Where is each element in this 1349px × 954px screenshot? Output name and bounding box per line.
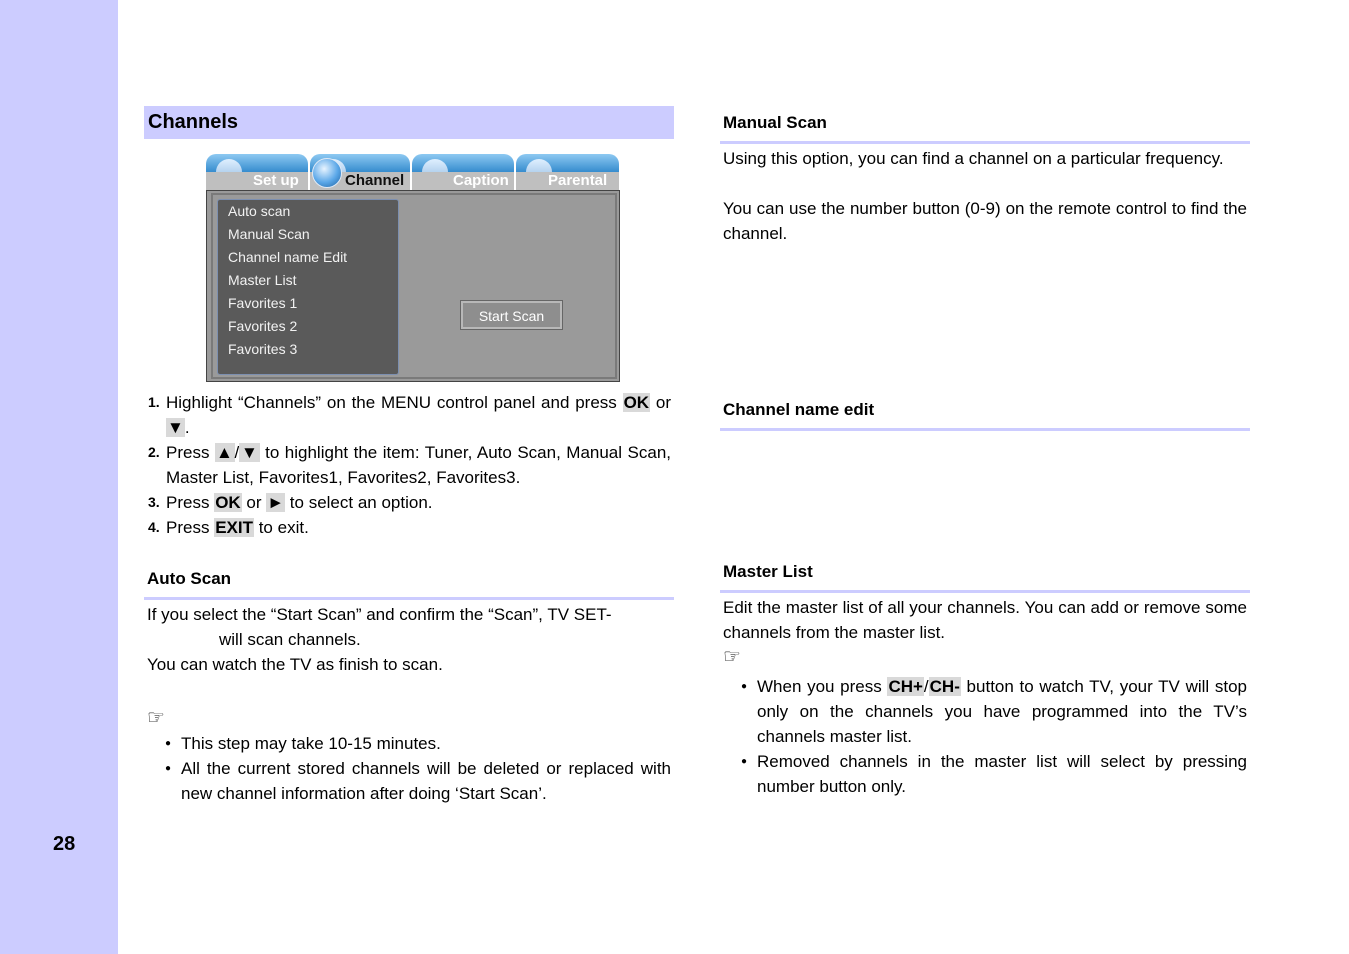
auto-scan-line: You can watch the TV as finish to scan. — [147, 655, 443, 674]
start-scan-button[interactable]: Start Scan — [461, 301, 562, 329]
channel-name-edit-section — [720, 398, 1250, 431]
page-number: 28 — [53, 833, 76, 855]
tab-caption-label: Caption — [453, 172, 509, 189]
manual-scan-p1: Using this option, you can find a channel on a particular frequency. — [723, 149, 1224, 168]
step-text: Press EXIT to exit. — [166, 518, 309, 537]
list-item: ● This step may take 10-15 minutes. — [144, 731, 671, 756]
master-list-p1: Edit the master list of all your channels. You can add or remove some channels from the master list. — [723, 598, 1247, 642]
step-number: 2. — [148, 444, 160, 460]
list-item: ● When you press CH+/CH- button to watch TV, your TV will stop only on the channels you have programmed into the TV’s channels master list. — [720, 674, 1247, 749]
step-item — [148, 515, 671, 540]
step-item — [148, 490, 671, 515]
note-hand-icon: ☞ — [723, 646, 741, 668]
step-item — [148, 390, 671, 440]
tab-parental-label: Parental — [548, 172, 608, 189]
ok-key: OK — [623, 393, 650, 412]
master-list-section — [720, 560, 1250, 799]
down-key: ▼ — [240, 443, 259, 462]
ch-minus-key: CH- — [929, 677, 960, 696]
note-hand-icon: ☞ — [147, 707, 165, 729]
ok-key: OK — [215, 493, 241, 512]
auto-scan-body — [144, 600, 674, 731]
tab-setup-label: Set up — [253, 172, 299, 189]
channel-name-edit-title: Channel name edit — [723, 400, 875, 419]
auto-scan-notes — [144, 731, 671, 806]
step-number: 3. — [148, 494, 160, 510]
left-column — [144, 106, 674, 139]
step-number: 1. — [148, 394, 160, 410]
auto-scan-title: Auto Scan — [147, 569, 232, 588]
menu-item-manual-scan[interactable]: Manual Scan — [228, 226, 310, 242]
step-item — [148, 440, 671, 490]
menu-item-favorites-1[interactable]: Favorites 1 — [228, 295, 298, 311]
menu-item-auto-scan[interactable]: Auto scan — [228, 203, 291, 219]
menu-item-channel-name-edit[interactable]: Channel name Edit — [228, 249, 348, 265]
manual-scan-title: Manual Scan — [723, 113, 827, 132]
manual-scan-section — [720, 111, 1250, 246]
tv-menu-screenshot — [206, 154, 620, 381]
auto-scan-line: will scan channels. — [219, 630, 361, 649]
tv-menu-tabs — [206, 154, 620, 192]
menu-item-master-list[interactable]: Master List — [228, 272, 297, 288]
menu-item-favorites-2[interactable]: Favorites 2 — [228, 318, 298, 334]
step-number: 4. — [148, 519, 160, 535]
channel-globe-icon — [312, 158, 342, 188]
tv-menu-list — [217, 199, 399, 375]
down-key: ▼ — [167, 418, 184, 437]
exit-key: EXIT — [215, 518, 253, 537]
page-sidebar — [0, 0, 118, 954]
manual-scan-p2: You can use the number button (0-9) on the remote control to find the channel. — [723, 199, 1247, 243]
up-key: ▲ — [215, 443, 234, 462]
master-list-notes — [720, 674, 1247, 799]
step-text: Press OK or ► to select an option. — [166, 493, 433, 512]
right-key: ► — [267, 493, 285, 512]
master-list-title: Master List — [723, 562, 813, 581]
steps-list — [148, 390, 671, 540]
tv-menu-body — [206, 190, 620, 382]
auto-scan-section — [144, 567, 674, 806]
list-item: ● Removed channels in the master list will select by pressing number button only. — [720, 749, 1247, 799]
auto-scan-line: If you select the “Start Scan” and confirm the “Scan”, TV SET- — [147, 605, 612, 624]
channels-heading: Channels — [144, 106, 674, 139]
section-rule — [720, 428, 1250, 431]
step-text: Highlight “Channels” on the MENU control panel and press OK or ▼. — [166, 393, 671, 437]
step-text: Press ▲/▼ to highlight the item: Tuner, Auto Scan, Manual Scan, Master List, Favorites1, Favorites2, Favorites3. — [166, 443, 671, 487]
tab-channel-label: Channel — [345, 172, 405, 189]
ch-plus-key: CH+ — [888, 677, 923, 696]
list-item: ● All the current stored channels will be deleted or replaced with new channel information after doing ‘Start Scan’. — [144, 756, 671, 806]
menu-item-favorites-3[interactable]: Favorites 3 — [228, 341, 298, 357]
